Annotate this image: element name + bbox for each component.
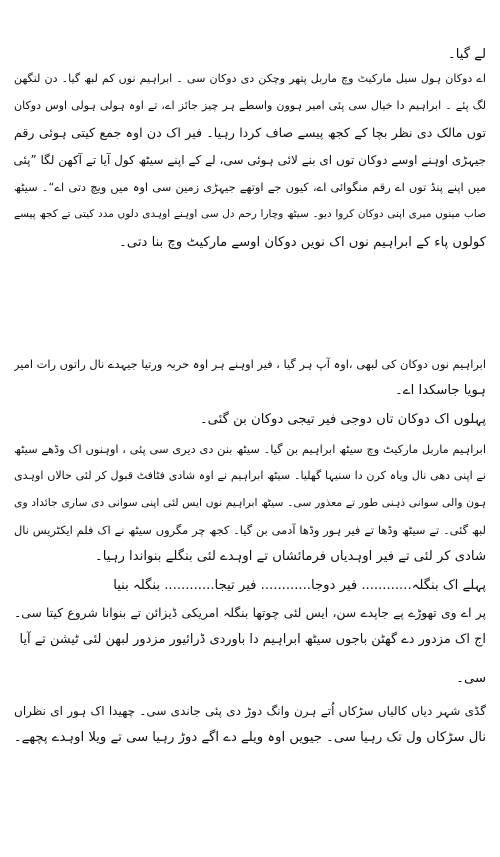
text-line: پر اے وی تھوڑے پے جاپدے سن، ایس لئی چوتھا بنگلہ امریکی ڈیزائن تے بنوانا شروع کیتا سی۔ — [14, 606, 486, 620]
text-line: کولوں پاء کے ابراہیم نوں اک نویں دوکان اوسے مارکیٹ وچ بنا دتی۔ — [119, 235, 486, 250]
text-line: نال سڑکاں ول تک رہیا سی۔ جیویں اوہ ویلے دے اگے دوڑ رہیا سی تے ویلا اوہدے پچھے۔ — [14, 730, 486, 745]
text-line: سی۔ — [456, 671, 486, 686]
text-line: لے گیا۔ — [448, 47, 486, 62]
text-line: اج اک مزدور دے گھٹن باجوں سیٹھ ابراہیم دا باوردی ڈرائیور مزدور لبھن لئی ٹیشن تے آیا — [19, 632, 486, 647]
text-line: توں مالک دی نظر بچا کے کجھ پیسے صاف کردا رہیا۔ فیر اک دن اوہ جمع کیتی ہوئی رقم — [14, 125, 486, 140]
text-line: اے دوکان ہول سیل مارکیٹ وچ ماربل پتھر وچکن دی دوکان سی ۔ ابراہیم نوں کم لبھ گیا۔ دن لنگھن — [14, 72, 486, 85]
text-line: ابراہیم نوں دوکان کی لبھی ،اوہ آپ ہر گیا ، فیر اوہنے ہر اوہ حربہ ورتیا جیہدے نال راتوں رات امیر — [14, 357, 486, 371]
text-line: ہون والی سوانی ذہنی طور تے معذور سی۔ سیٹھ ابراہیم نوں ایس لئی اپنی سوانی دی ساری جائداد وی — [14, 496, 486, 509]
text-line: صاب مینوں میری اپنی دوکان کروا دیو۔ سیٹھ وچارا رحم دل سی اوہنے اوہدی دلوں مدد کیتی تے کجھ پیسے — [14, 208, 486, 220]
text-line: گڈی شہر دیاں کالیاں سڑکاں اُتے ہرن وانگ دوڑ دی پئی جاندی سی۔ چھیدا اک ہور ای نظراں — [14, 704, 486, 718]
text-line: ہویا جاسکدا اے۔ — [395, 383, 486, 398]
text-line: نے اپنی دھی نال ویاہ کرن دا سنیہا گھلیا۔ سیٹھ ابراہیم نے اوہ شادی فٹافٹ قبول کر لئی حالاں اوہدی — [14, 469, 486, 482]
text-line: میں اپنے پنڈ توں اے رقم منگوائی اے، کیوں جے اوتھے جیہڑی زمین سی اوہ میں ویچ دتی اے“۔ سیٹھ — [14, 180, 486, 194]
text-line: لگ پئے ۔ ابراہیم دا خیال سی پئی امیر ہوون واسطے ہر چیز جائز اے، تے اوہ ہولی ہولی اوس دوکان — [14, 99, 486, 112]
text-line: لبھ گئی۔ تے سیٹھ وڈھا تے فیر ہور وڈھا آدمی بن گیا۔ کجھ چر مگروں سیٹھ نے اک فلم ایکٹریس نال — [14, 523, 486, 537]
text-line: پہلوں اک دوکان تاں دوجی فیر تیجی دوکان بن گئی۔ — [199, 412, 486, 427]
text-line: پہلے اک بنگلہ............ فیر دوجا............ فیر تیجا............ بنگلہ بنیا — [113, 578, 486, 593]
text-line: جیہڑی اوہنے اوسے دوکان توں ای بنے لائی ہوئی سی، لے کے اپنے سیٹھ کول آیا تے آکھن لگا ”پئی — [14, 153, 486, 167]
text-line: شادی کر لئی تے فیر اوہدیاں فرمائشاں تے اوہدے لئی بنگلے بنواندا رہیا۔ — [95, 549, 486, 564]
text-line: ابراہیم ماربل مارکیٹ وچ سیٹھ ابراہیم بن گیا۔ سیٹھ بنن دی دیری سی پئی ، اوہنوں اک وڈھے سیٹھ — [14, 442, 486, 456]
